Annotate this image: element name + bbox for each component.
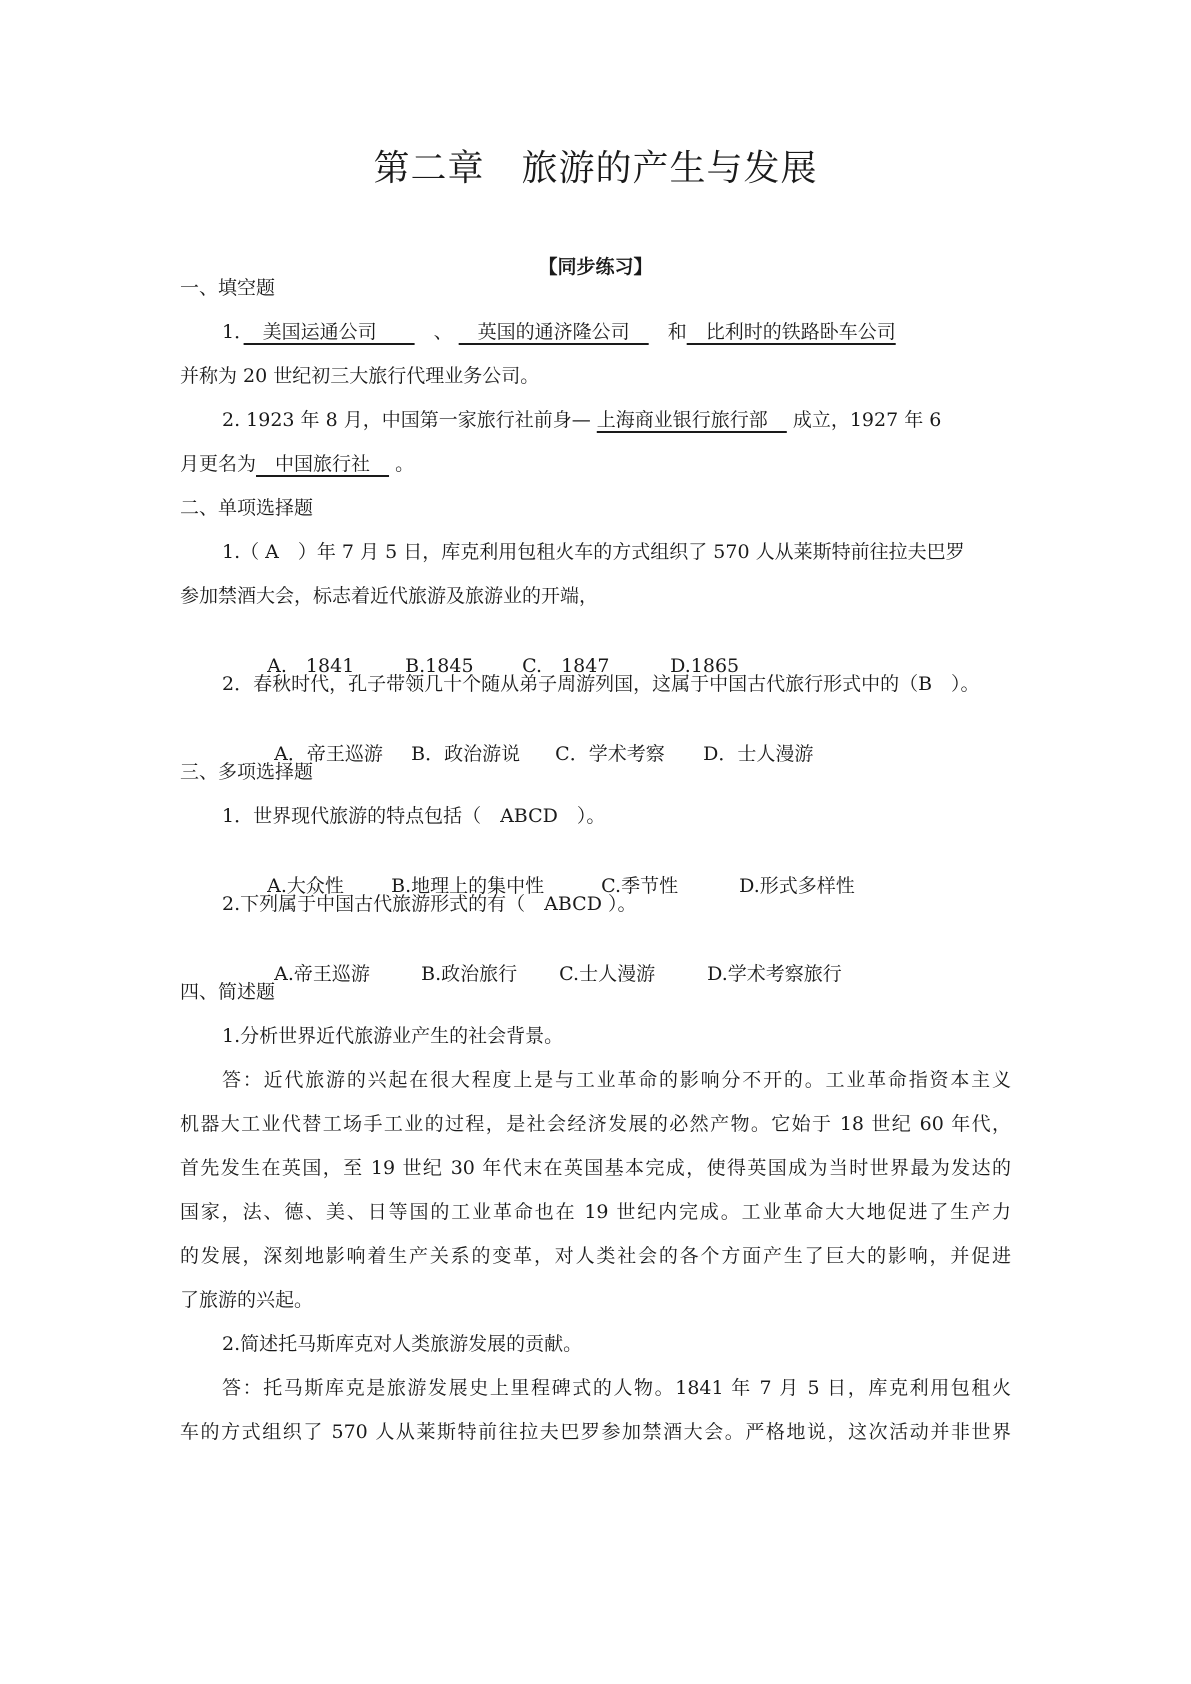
separator: 、 <box>414 321 453 343</box>
option: C.季节性 <box>601 875 679 897</box>
answer-blank: 比利时的铁路卧车公司 <box>686 321 896 343</box>
answer-paragraph-line: 首先发生在英国，至 19 世纪 30 年代末在英国基本完成，使得英国成为当时世界最为发达的 <box>180 1157 1011 1179</box>
option: B．政治游说 <box>411 743 521 765</box>
option: A.大众性 <box>267 875 344 897</box>
answer-paragraph-line: 答：近代旅游的兴起在很大程度上是与工业革命的影响分不开的。工业革命指资本主义 <box>222 1069 1011 1091</box>
short-answer-q2: 2.简述托马斯库克对人类旅游发展的贡献。 <box>222 1333 583 1355</box>
q2-line2-suffix: 。 <box>389 453 415 475</box>
option: C. 1847 <box>522 655 610 677</box>
single-choice-q2: 2．春秋时代，孔子带领几十个随从弟子周游列国，这属于中国古代旅行形式中的（B ）。 <box>222 673 980 695</box>
option: B.地理上的集中性 <box>391 875 545 897</box>
section-heading-short-answer: 四、简述题 <box>180 981 276 1003</box>
option: A. 1841 <box>267 655 355 677</box>
option: B.政治旅行 <box>421 963 518 985</box>
q1-prefix: 1． <box>222 321 244 343</box>
option: A．帝王巡游 <box>274 743 383 765</box>
single-choice-q1: 1.（ A ）年 7 月 5 日，库克利用包租火车的方式组织了 570 人从莱斯特前往拉夫巴罗 <box>222 541 965 563</box>
multi-choice-q2: 2.下列属于中国古代旅游形式的有（ ABCD ）。 <box>222 893 637 915</box>
answer-paragraph-line: 车的方式组织了 570 人从莱斯特前往拉夫巴罗参加禁酒大会。严格地说，这次活动并非世界 <box>180 1421 1011 1443</box>
answer-paragraph-line: 答：托马斯库克是旅游发展史上里程碑式的人物。1841 年 7 月 5 日，库克利用包租火 <box>222 1377 1011 1399</box>
short-answer-q1: 1.分析世界近代旅游业产生的社会背景。 <box>222 1025 564 1047</box>
answer-paragraph-line: 国家，法、德、美、日等国的工业革命也在 19 世纪内完成。工业革命大大地促进了生产力 <box>180 1201 1011 1223</box>
answer-paragraph-line: 机器大工业代替工场手工业的过程，是社会经济发展的必然产物。它始于 18 世纪 60 年代， <box>180 1113 1011 1135</box>
section-heading-fill-blank: 一、填空题 <box>180 277 276 299</box>
answer-blank: 美国运通公司 <box>243 321 415 343</box>
section-heading-single-choice: 二、单项选择题 <box>180 497 314 519</box>
option: A.帝王巡游 <box>274 963 370 985</box>
option: D.形式多样性 <box>739 875 855 897</box>
section-subtitle: 【同步练习】 <box>538 256 653 278</box>
answer-blank: 中国旅行社 <box>256 453 390 475</box>
answer-blank: 英国的通济隆公司 <box>458 321 649 343</box>
single-choice-q2-options <box>250 715 813 793</box>
option: D．士人漫游 <box>703 743 814 765</box>
fill-blank-q1-line2: 并称为 20 世纪初三大旅行代理业务公司。 <box>180 365 540 387</box>
option: C.士人漫游 <box>559 963 656 985</box>
single-choice-q1-line2: 参加禁酒大会，标志着近代旅游及旅游业的开端， <box>180 585 599 607</box>
q2-line2-prefix: 月更名为 <box>180 453 257 475</box>
multi-choice-q1: 1．世界现代旅游的特点包括（ ABCD ）。 <box>222 805 606 827</box>
answer-blank: 上海商业银行旅行部 <box>596 409 787 431</box>
option: D.学术考察旅行 <box>707 963 842 985</box>
fill-blank-q1 <box>222 319 896 345</box>
answer-paragraph-line: 的发展，深刻地影响着生产关系的变革，对人类社会的各个方面产生了巨大的影响，并促进 <box>180 1245 1011 1267</box>
section-heading-multi-choice: 三、多项选择题 <box>180 761 314 783</box>
q2-suffix: 成立，1927 年 6 <box>786 409 942 431</box>
chapter-title: 第二章 旅游的产生与发展 <box>373 148 818 189</box>
fill-blank-q2-line2 <box>180 451 414 477</box>
separator: 和 <box>648 321 687 343</box>
answer-paragraph-line: 了旅游的兴起。 <box>180 1289 314 1311</box>
multi-choice-q2-options <box>250 935 842 1013</box>
q2-prefix: 2. 1923 年 8 月，中国第一家旅行社前身— <box>222 409 597 431</box>
option: C．学术考察 <box>555 743 665 765</box>
fill-blank-q2 <box>222 407 941 433</box>
option: D.1865 <box>670 655 740 677</box>
option: B.1845 <box>405 655 474 677</box>
